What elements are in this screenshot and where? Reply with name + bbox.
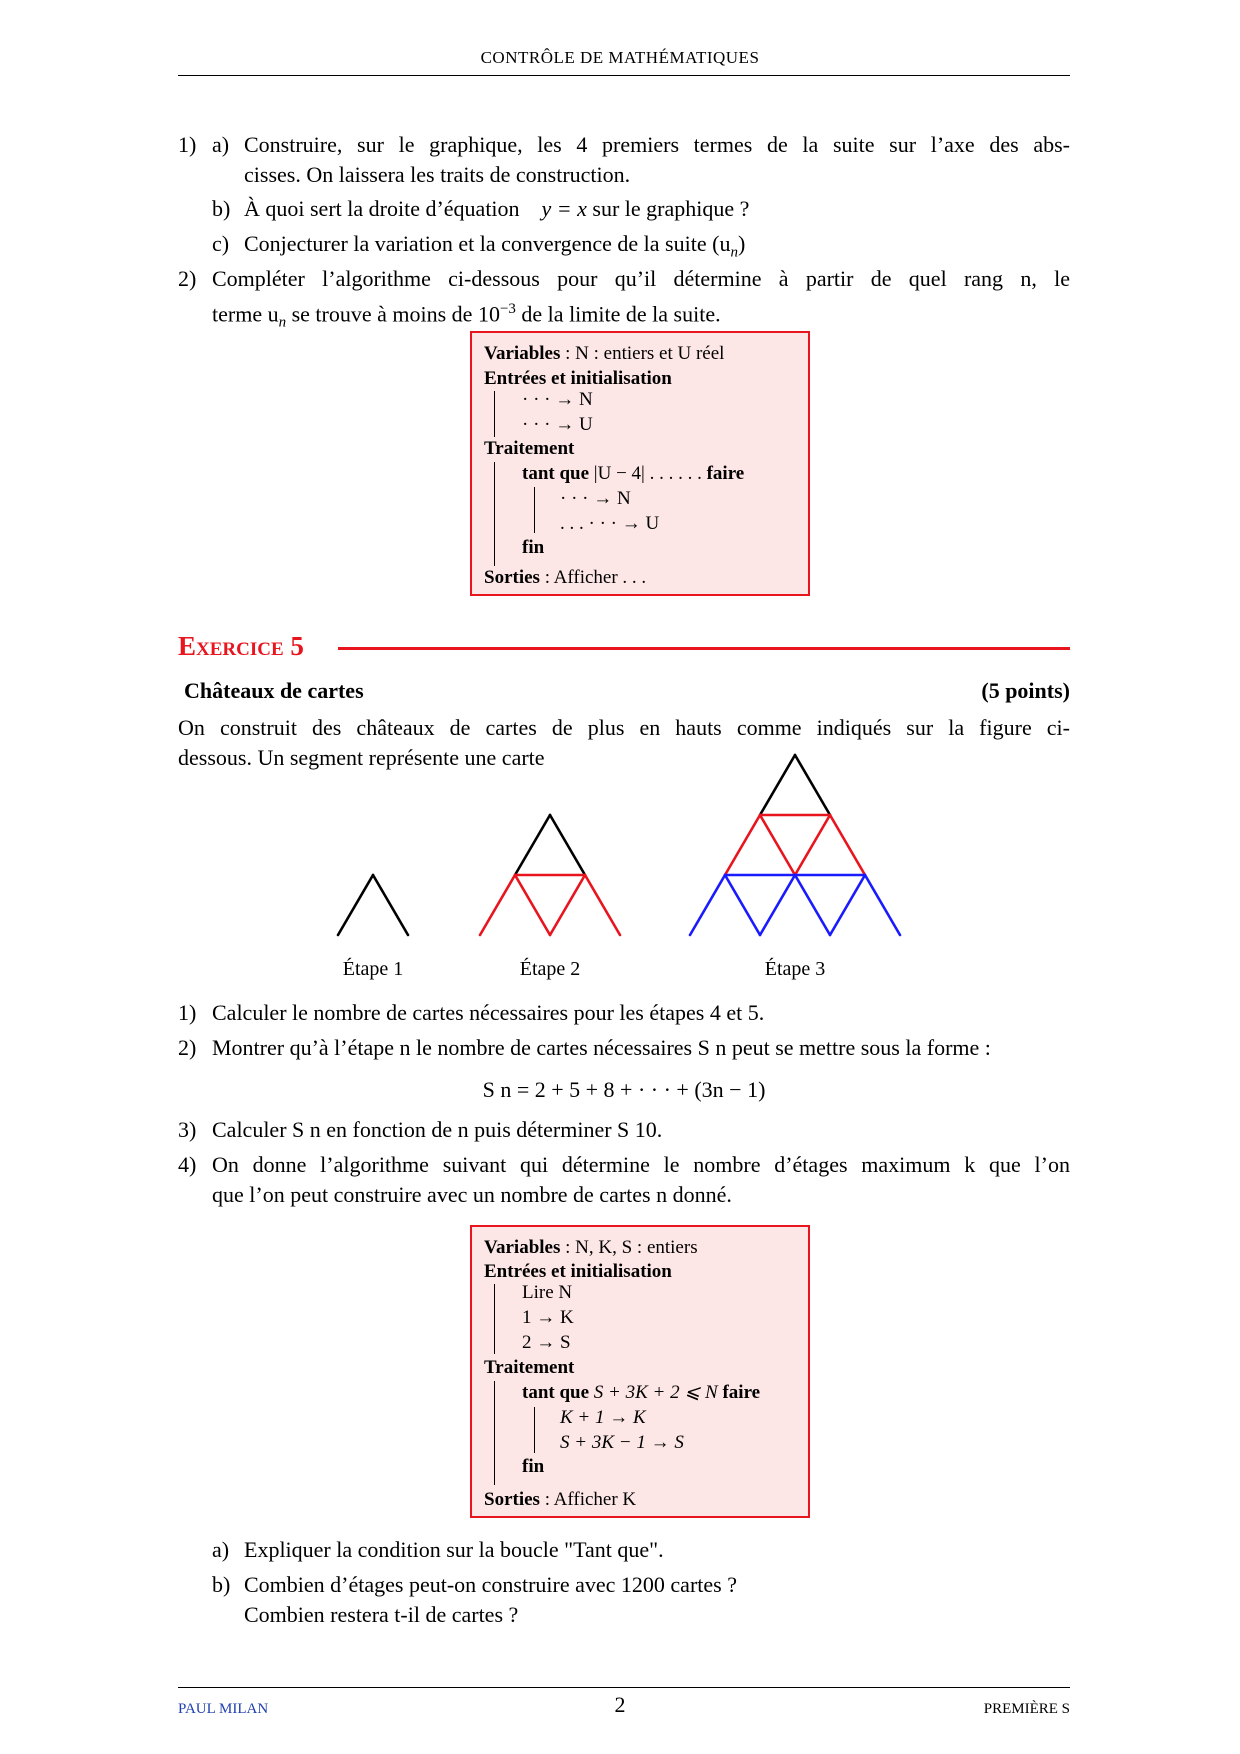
algo2-loop-bar	[534, 1407, 535, 1453]
card	[725, 815, 760, 875]
page-header: CONTRÔLE DE MATHÉMATIQUES	[480, 48, 760, 67]
card	[480, 875, 515, 935]
ex5-q3-text: Calculer S n en fonction de n puis déterminer S 10.	[212, 1117, 663, 1142]
algorithm-box-2	[470, 1225, 810, 1518]
card	[585, 875, 620, 935]
algo2-treatment-heading: Traitement	[484, 1357, 575, 1378]
stage-2-castle	[480, 815, 620, 935]
caption-stage-2: Étape 2	[519, 958, 581, 980]
intro-line1: On construit des châteaux de cartes de plus en hauts comme indiqués sur la figure ci-	[178, 715, 1070, 740]
q1a-text-line2: cisses. On laissera les traits de construction.	[244, 162, 631, 187]
footer-rule	[178, 1687, 1070, 1688]
ex5-q2-text: Montrer qu’à l’étape n le nombre de cartes nécessaires S n peut se mettre sous la forme :	[212, 1035, 991, 1060]
card-castle-figure	[300, 750, 940, 950]
card	[338, 875, 373, 935]
card	[550, 815, 585, 875]
ex5-q4-number: 4)	[178, 1152, 197, 1177]
algo2-init-line3: 2 → S	[522, 1332, 571, 1353]
algo2-init-bar	[494, 1284, 495, 1354]
ex5-qb-label: b)	[212, 1572, 231, 1597]
ex5-qa-text: Expliquer la condition sur la boucle "Tant que".	[244, 1537, 664, 1562]
card	[725, 875, 760, 935]
exercise-title: Exercice 5	[178, 631, 304, 661]
card	[760, 815, 795, 875]
algo1-init-heading: Entrées et initialisation	[484, 368, 672, 389]
algo2-outputs: Sorties : Afficher K	[484, 1489, 637, 1510]
algo1-end: fin	[522, 537, 545, 558]
card	[795, 875, 830, 935]
algo2-loop-line1: K + 1 → K	[560, 1407, 646, 1428]
q2-text-line2: terme $u_n$ se trouve à moins de $10^{-3}$ de la limite de la suite.	[212, 301, 721, 331]
ex5-q1-text: Calculer le nombre de cartes nécessaires pour les étapes 4 et 5.	[212, 1000, 765, 1025]
algo2-init-line2: 1 → K	[522, 1307, 574, 1328]
q1b-equation: y = x	[541, 196, 587, 221]
ex5-q2-number: 2)	[178, 1035, 197, 1060]
algo2-loop-line2: S + 3K − 1 → S	[560, 1432, 684, 1453]
algo2-while-line: tant que S + 3K + 2 ⩽ N faire	[522, 1382, 761, 1403]
card	[760, 875, 795, 935]
exercise-subtitle: Châteaux de cartes	[184, 678, 364, 703]
stage-1-castle	[338, 875, 408, 935]
ex5-formula: S n = 2 + 5 + 8 + · · · + (3n − 1)	[482, 1077, 766, 1102]
q1c-text: Conjecturer la variation et la convergence de la suite $(u_n)$	[244, 231, 746, 261]
algo1-variables: Variables : N : entiers et U réel	[484, 343, 725, 364]
card	[373, 875, 408, 935]
footer-page-number: 2	[614, 1692, 626, 1717]
card	[690, 875, 725, 935]
q1c-label: c)	[212, 231, 230, 256]
footer-author: PAUL MILAN	[178, 1701, 269, 1717]
algo1-loop-line2: . . . · · · → U	[560, 513, 660, 534]
card	[795, 755, 830, 815]
ex5-qa-label: a)	[212, 1537, 230, 1562]
ex5-qb-line2: Combien restera t-il de cartes ?	[244, 1602, 519, 1627]
card	[865, 875, 900, 935]
ex5-q4-line2: que l’on peut construire avec un nombre de cartes n donné.	[212, 1182, 732, 1207]
q1a-text-line1: Construire, sur le graphique, les 4 premiers termes de la suite sur l’axe des abs-	[244, 132, 1070, 157]
q2-text-line1: Compléter l’algorithme ci-dessous pour qu’il détermine à partir de quel rang n, le	[212, 266, 1070, 291]
ex5-q4-line1: On donne l’algorithme suivant qui détermine le nombre d’étages maximum k que l’on	[212, 1152, 1070, 1177]
algo1-init-bar	[494, 391, 495, 437]
q2-number: 2)	[178, 266, 197, 291]
algo2-end: fin	[522, 1456, 545, 1477]
algo2-treatment-bar	[494, 1381, 495, 1485]
caption-stage-3: Étape 3	[764, 958, 826, 980]
card	[515, 815, 550, 875]
algo2-init-heading: Entrées et initialisation	[484, 1261, 672, 1282]
algo1-init-line2: · · · → U	[522, 414, 593, 435]
exercise-points: (5 points)	[981, 678, 1070, 703]
card	[830, 875, 865, 935]
algo1-init-line1: · · · → N	[522, 389, 593, 410]
header-rule	[178, 75, 1070, 76]
algo1-loop-line1: · · · → N	[560, 488, 631, 509]
q1b-label: b)	[212, 196, 231, 221]
algo1-treatment-bar	[494, 462, 495, 566]
algo2-init-line1: Lire N	[522, 1282, 573, 1303]
card	[795, 815, 830, 875]
ex5-qb-line1: Combien d’étages peut-on construire avec 1200 cartes ?	[244, 1572, 737, 1597]
algorithm-box-1	[470, 331, 810, 596]
q1b-text: À quoi sert la droite d’équation y = x sur le graphique ?	[244, 196, 750, 221]
algo1-treatment-heading: Traitement	[484, 438, 575, 459]
card	[830, 815, 865, 875]
ex5-q1-number: 1)	[178, 1000, 197, 1025]
footer-level: PREMIÈRE S	[983, 1701, 1070, 1717]
card	[760, 755, 795, 815]
algo1-outputs: Sorties : Afficher . . .	[484, 567, 647, 588]
caption-stage-1: Étape 1	[342, 958, 404, 980]
q1a-label: a)	[212, 132, 230, 157]
algo1-while-line: tant que |U − 4| . . . . . . faire	[522, 463, 745, 484]
q1-number: 1)	[178, 132, 197, 157]
intro-line2: dessous. Un segment représente une carte	[178, 745, 545, 770]
algo2-variables: Variables : N, K, S : entiers	[484, 1237, 698, 1258]
exercise-rule	[338, 647, 1070, 650]
card	[515, 875, 550, 935]
algo1-loop-bar	[534, 487, 535, 533]
stage-3-castle	[690, 755, 900, 935]
ex5-q3-number: 3)	[178, 1117, 197, 1142]
card	[550, 875, 585, 935]
